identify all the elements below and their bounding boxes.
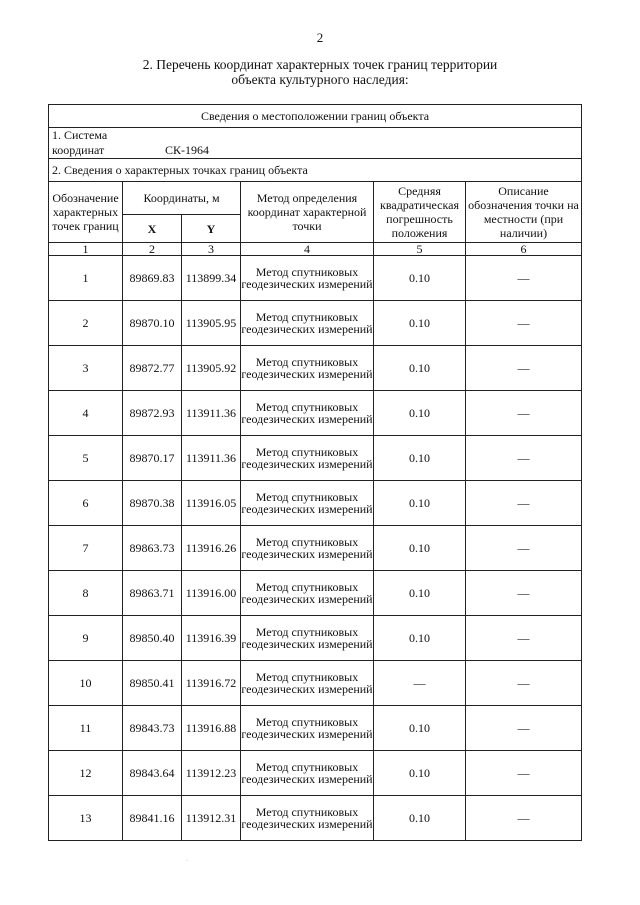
coord-x: 89870.17 [123,436,182,481]
column-numbers-row [49,243,582,256]
error-cell: 0.10 [374,796,466,841]
coord-y: 113916.05 [182,481,241,526]
point-number: 8 [49,571,123,616]
point-number: 10 [49,661,123,706]
error-cell: 0.10 [374,301,466,346]
coord-y: 113916.00 [182,571,241,616]
coord-x: 89841.16 [123,796,182,841]
column-number: 1 [49,243,123,256]
scan-mark: · [186,858,188,864]
coord-y: 113905.95 [182,301,241,346]
coordinate-system-value: СК-1964 [165,143,210,157]
coord-x: 89872.77 [123,346,182,391]
description-cell: — [466,751,582,796]
table-row [49,616,582,661]
description-cell: — [466,796,582,841]
header-y: Y [182,215,241,243]
coord-x: 89869.83 [123,256,182,301]
method-cell: Метод спутниковых геодезических измерений [241,526,374,571]
description-cell: — [466,616,582,661]
point-number: 2 [49,301,123,346]
coord-y: 113899.34 [182,256,241,301]
description-cell: — [466,391,582,436]
coord-x: 89850.40 [123,616,182,661]
point-number: 13 [49,796,123,841]
heading-line-2: объекта культурного наследия: [231,72,409,87]
coordinates-table [48,104,582,841]
method-cell: Метод спутниковых геодезических измерений [241,301,374,346]
point-number: 6 [49,481,123,526]
table-row [49,751,582,796]
coord-y: 113916.39 [182,616,241,661]
header-coordinates: Координаты, м [123,182,241,215]
coord-x: 89872.93 [123,391,182,436]
error-cell: 0.10 [374,391,466,436]
table-row [49,481,582,526]
coord-y: 113916.88 [182,706,241,751]
coord-y: 113905.92 [182,346,241,391]
description-cell: — [466,661,582,706]
coord-x: 89850.41 [123,661,182,706]
table-row [49,436,582,481]
column-number: 4 [241,243,374,256]
coord-y: 113912.23 [182,751,241,796]
coord-y: 113912.31 [182,796,241,841]
description-cell: — [466,526,582,571]
table-caption: Сведения о местоположении границ объекта [49,105,582,128]
method-cell: Метод спутниковых геодезических измерений [241,571,374,616]
error-cell: — [374,661,466,706]
description-cell: — [466,346,582,391]
point-number: 3 [49,346,123,391]
table-row [49,256,582,301]
header-error: Средняя квадратическая погрешность положения [374,182,466,243]
description-cell: — [466,481,582,526]
coord-x: 89870.10 [123,301,182,346]
error-cell: 0.10 [374,481,466,526]
header-designation: Обозначение характерных точек границ [49,182,123,243]
table-row [49,796,582,841]
header-method: Метод определения координат характерной точки [241,182,374,243]
document-heading [60,57,580,87]
coord-x: 89843.64 [123,751,182,796]
point-number: 1 [49,256,123,301]
method-cell: Метод спутниковых геодезических измерений [241,346,374,391]
method-cell: Метод спутниковых геодезических измерений [241,706,374,751]
column-number: 5 [374,243,466,256]
coord-y: 113916.72 [182,661,241,706]
table-row [49,526,582,571]
description-cell: — [466,256,582,301]
description-cell: — [466,571,582,616]
error-cell: 0.10 [374,571,466,616]
coord-x: 89843.73 [123,706,182,751]
method-cell: Метод спутниковых геодезических измерений [241,616,374,661]
coord-x: 89863.73 [123,526,182,571]
point-number: 7 [49,526,123,571]
description-cell: — [466,301,582,346]
table-row [49,706,582,751]
error-cell: 0.10 [374,346,466,391]
table-row [49,301,582,346]
description-cell: — [466,706,582,751]
point-number: 5 [49,436,123,481]
coord-y: 113911.36 [182,436,241,481]
heading-line-1: 2. Перечень координат характерных точек границ территории [142,57,498,72]
coordinate-system-row [49,128,582,159]
method-cell: Метод спутниковых геодезических измерений [241,796,374,841]
point-number: 4 [49,391,123,436]
coord-y: 113916.26 [182,526,241,571]
table-row [49,391,582,436]
header-description: Описание обозначения точки на местности (при наличии) [466,182,582,243]
method-cell: Метод спутниковых геодезических измерений [241,391,374,436]
description-cell: — [466,436,582,481]
header-x: X [123,215,182,243]
method-cell: Метод спутниковых геодезических измерений [241,436,374,481]
point-number: 9 [49,616,123,661]
coord-x: 89863.71 [123,571,182,616]
page-number: 2 [316,30,324,45]
error-cell: 0.10 [374,706,466,751]
column-number: 3 [182,243,241,256]
method-cell: Метод спутниковых геодезических измерений [241,256,374,301]
coordinate-system-label: 1. Система координат [52,128,108,157]
table-row [49,661,582,706]
coord-x: 89870.38 [123,481,182,526]
error-cell: 0.10 [374,436,466,481]
point-number: 11 [49,706,123,751]
column-number: 2 [123,243,182,256]
error-cell: 0.10 [374,526,466,571]
points-section-title: 2. Сведения о характерных точках границ объекта [49,159,582,182]
method-cell: Метод спутниковых геодезических измерений [241,751,374,796]
method-cell: Метод спутниковых геодезических измерений [241,661,374,706]
coord-y: 113911.36 [182,391,241,436]
table-row [49,571,582,616]
error-cell: 0.10 [374,256,466,301]
point-number: 12 [49,751,123,796]
error-cell: 0.10 [374,751,466,796]
table-row [49,346,582,391]
error-cell: 0.10 [374,616,466,661]
method-cell: Метод спутниковых геодезических измерений [241,481,374,526]
column-number: 6 [466,243,582,256]
